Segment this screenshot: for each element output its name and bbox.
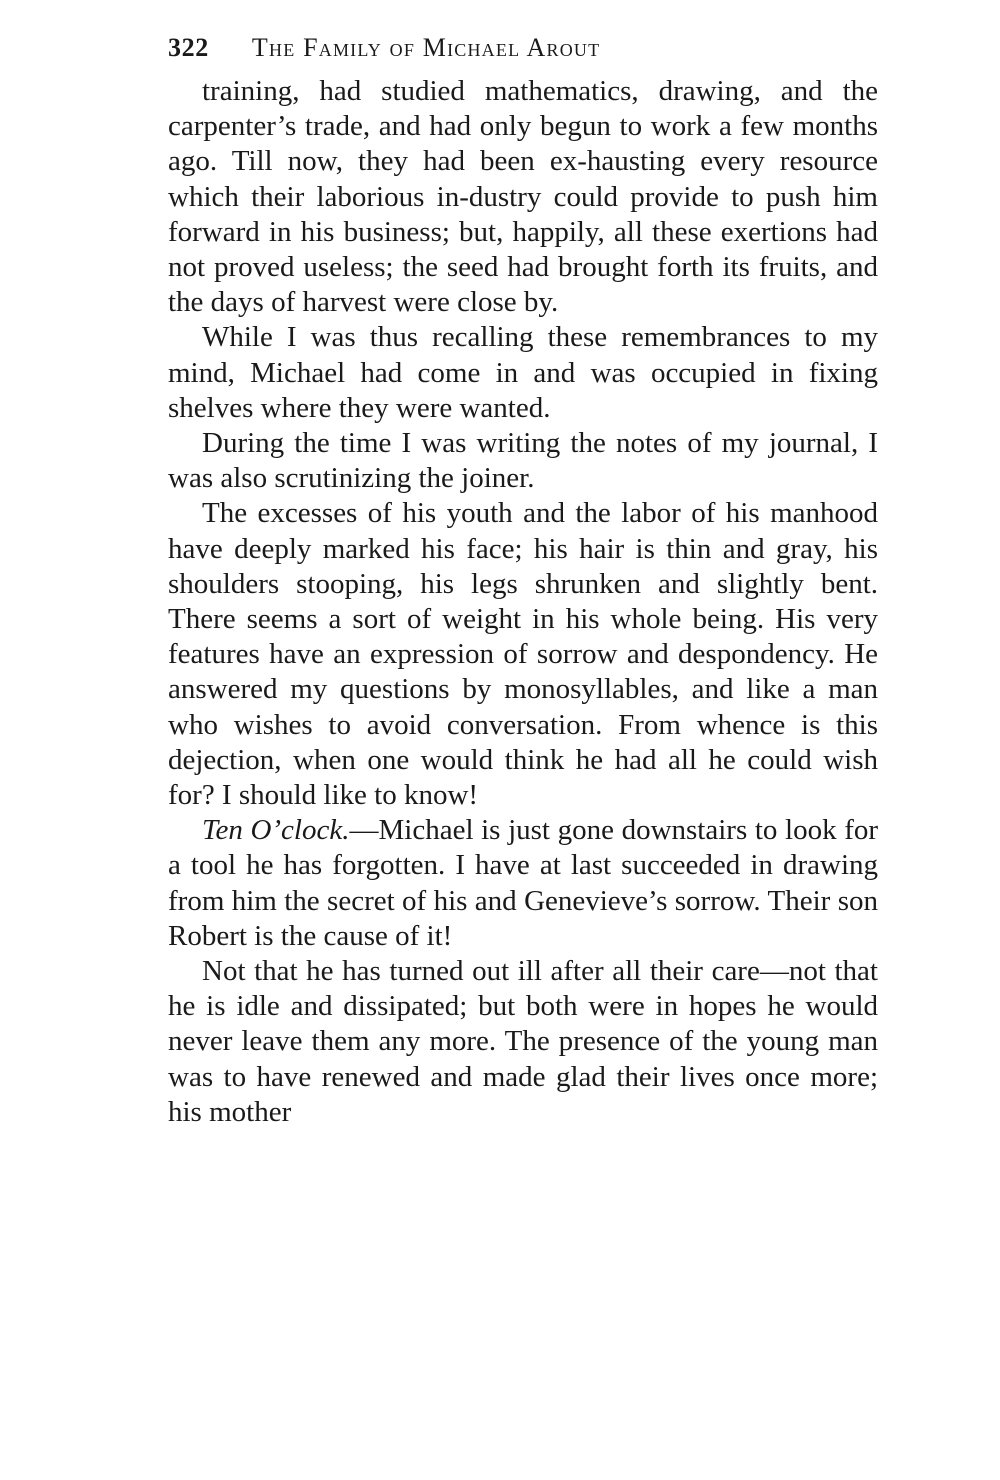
text-line: to my mind, Michael had come in and was occupied [168, 321, 878, 389]
paragraph [168, 954, 878, 1130]
text-line: and the days of harvest were close by. [168, 251, 878, 319]
paragraph [168, 813, 878, 954]
text-line: in hopes he would never leave them any more. The [168, 990, 879, 1058]
text-line: The excesses of his youth and the labor of his [202, 497, 760, 530]
text-line: Not that he has turned out ill after all their care [202, 955, 760, 988]
text-line: He answered my questions by monosyllables, [168, 638, 879, 706]
text-line: a few months ago. Till now, they had been ex- [168, 110, 878, 178]
italic-lead: Ten O’clock. [202, 814, 350, 847]
text-line: proved useless; the seed had brought forth its fruits, [213, 251, 828, 284]
text-line: business; but, happily, all these exertions had not [168, 215, 879, 284]
book-page [168, 28, 878, 1130]
text-line: the carpenter’s trade, and had only begun to work [168, 75, 878, 143]
text-line: have an expression of sorrow and despondency. [269, 638, 835, 671]
paragraph [168, 320, 878, 426]
paragraph [168, 426, 878, 496]
text-line: hausting every resource which their laborious in- [168, 145, 878, 213]
running-head [168, 28, 878, 74]
text-line: thin and gray, his shoulders stooping, his legs [168, 532, 878, 600]
body-text [168, 74, 878, 1130]
text-line: succeeded in drawing from him the secret of his and [168, 849, 878, 917]
text-line: dustry could provide to push him forward in his [168, 180, 878, 248]
text-line: and like a man who wishes to avoid conversation. [168, 673, 878, 741]
text-line: presence of the young man was to have renewed [168, 1025, 879, 1093]
text-line: manhood have deeply marked his face; his hair is [168, 497, 879, 565]
text-line: of weight in his whole being. His very features [168, 603, 878, 671]
text-line: of it! [395, 919, 453, 952]
text-line: From whence is this dejection, when one would [168, 708, 879, 776]
paragraph [168, 74, 878, 320]
text-line: look for a tool he has forgotten. I have at last [168, 814, 879, 882]
text-line: Genevieve’s sorrow. Their son Robert is the cause [168, 884, 878, 952]
running-title: The Family of Michael Arout [251, 33, 601, 62]
text-line: During the time I was writing the notes of my [202, 427, 759, 460]
text-line: While I was thus recalling these remembrances [202, 321, 791, 354]
text-line: shrunken and slightly bent. There seems a sort [168, 567, 878, 636]
text-line: think he had all he could wish for? I should like [168, 743, 878, 812]
text-line: training, had studied mathematics, drawing, and [202, 75, 823, 107]
text-line: —not that he is idle and dissipated; but both were [168, 955, 878, 1023]
page-number: 322 [168, 33, 209, 62]
text-line: to know! [374, 779, 479, 812]
text-line: —Michael is just gone downstairs to [349, 814, 778, 847]
text-line: journal, I was also scrutinizing the joiner. [168, 427, 879, 495]
paragraph [168, 496, 878, 813]
text-line: in fixing shelves where they were wanted. [168, 356, 878, 424]
text-line: and made glad their lives once more; his mother [168, 1060, 879, 1128]
